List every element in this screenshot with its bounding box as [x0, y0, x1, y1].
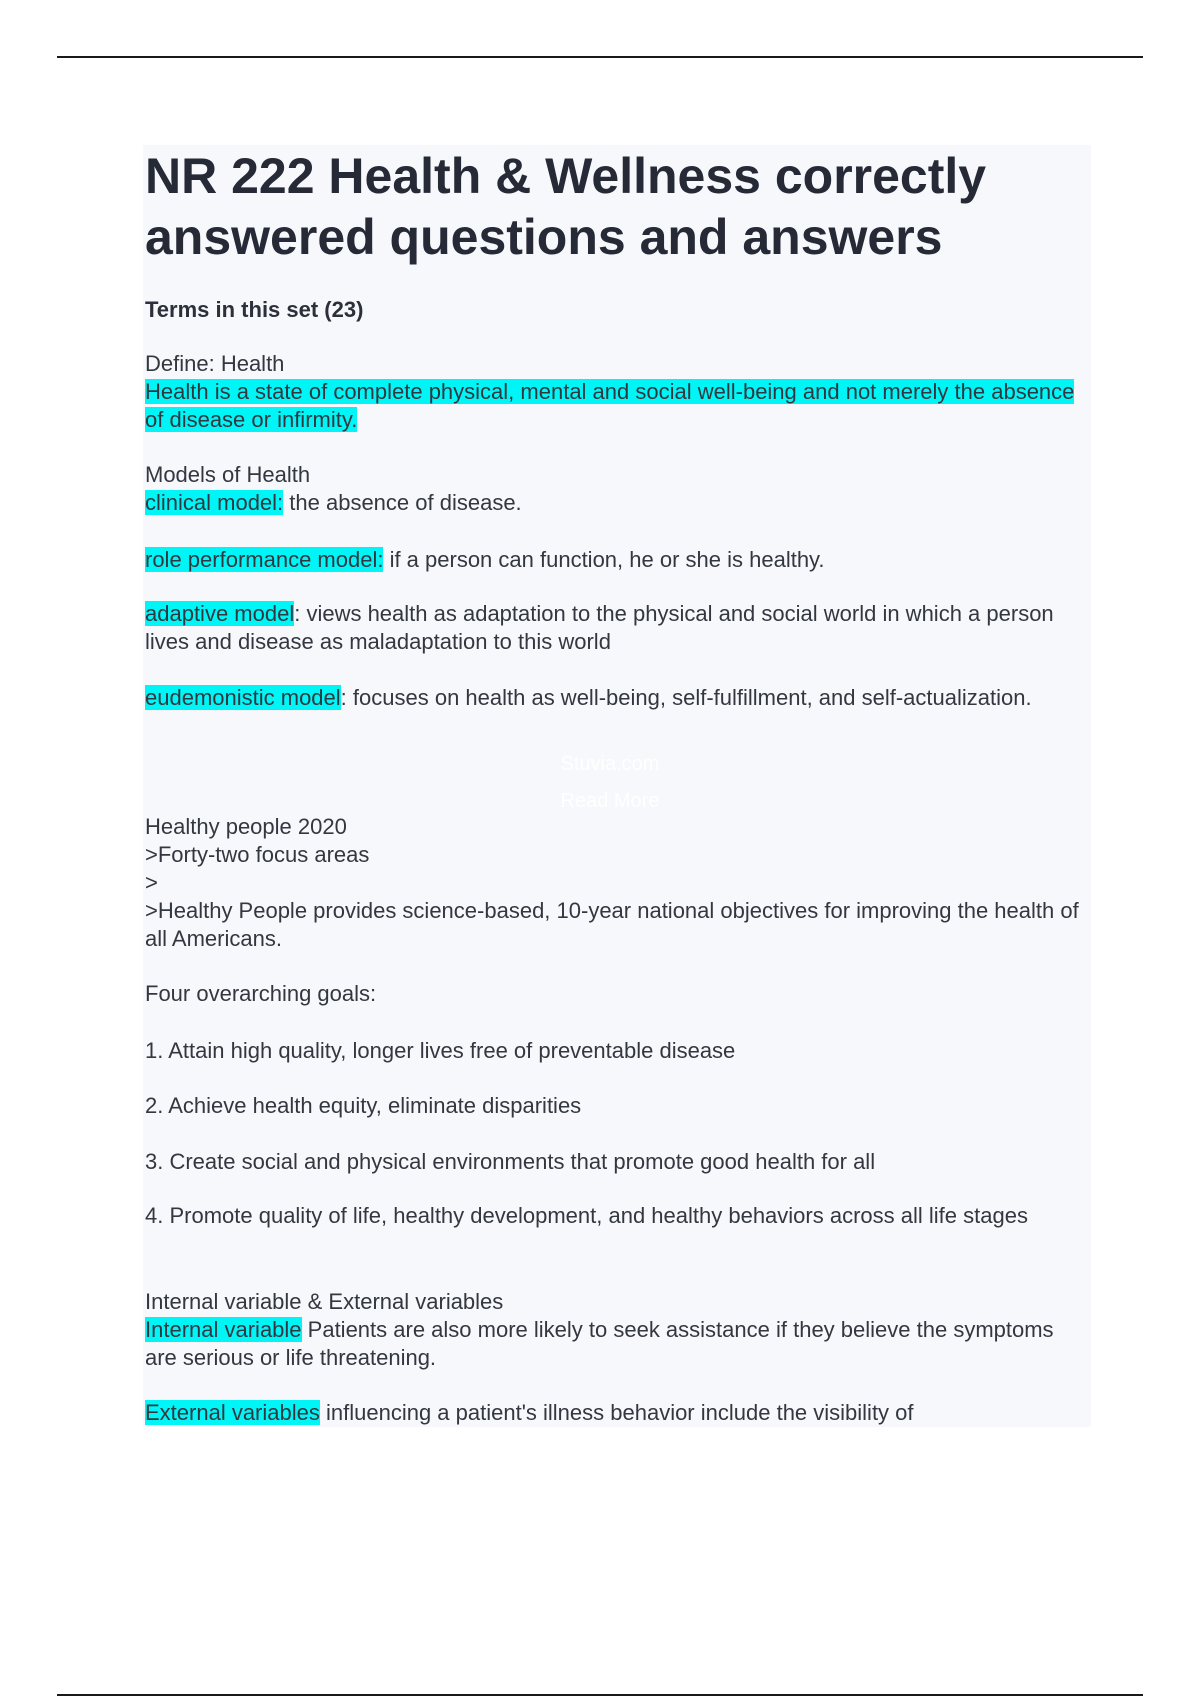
clinical-model-line	[145, 489, 1085, 517]
document-panel	[143, 145, 1091, 1427]
adaptive-model-label: adaptive model	[145, 601, 295, 626]
bottom-rule	[57, 1694, 1143, 1696]
goal-item: 1. Attain high quality, longer lives free of preventable disease	[145, 1038, 736, 1063]
internal-variable-line	[145, 1316, 1085, 1372]
goal-item: 3. Create social and physical environments that promote good health for all	[145, 1149, 876, 1174]
role-model-text: if a person can function, he or she is healthy.	[383, 547, 825, 572]
goal-item: 2. Achieve health equity, eliminate disparities	[145, 1093, 582, 1118]
internal-variable-label: Internal variable	[145, 1317, 302, 1342]
adaptive-model-line	[145, 600, 1085, 656]
goal-item: 4. Promote quality of life, healthy development, and healthy behaviors across all life stages	[145, 1203, 1028, 1228]
definition-health	[145, 378, 1085, 434]
clinical-model-label: clinical model:	[145, 490, 284, 515]
healthy-people-line-2: >	[145, 870, 158, 895]
external-variables-line	[145, 1399, 1085, 1427]
eudemonistic-model-text: : focuses on health as well-being, self-fulfillment, and self-actualization.	[340, 685, 1032, 710]
variables-heading: Internal variable & External variables	[145, 1289, 504, 1314]
top-rule	[57, 56, 1143, 58]
terms-count: Terms in this set (23)	[145, 297, 364, 322]
clinical-model-text: the absence of disease.	[283, 490, 522, 515]
internal-variable-text: Patients are also more likely to seek assistance if they believe the symptoms are serious or life threatening.	[145, 1317, 1054, 1370]
adaptive-model-text: : views health as adaptation to the physical and social world in which a person lives and disease as maladaptation to this world	[145, 601, 1054, 654]
role-model-label: role performance model:	[145, 547, 384, 572]
term-define-health: Define: Health	[145, 351, 285, 376]
models-heading: Models of Health	[145, 462, 311, 487]
healthy-people-line-3: >Healthy People provides science-based, 10-year national objectives for improving the health of all Americans.	[145, 898, 1079, 951]
document-title: NR 222 Health & Wellness correctly answered questions and answers	[145, 148, 987, 265]
external-variables-label: External variables	[145, 1400, 320, 1425]
healthy-people-line-1: >Forty-two focus areas	[145, 842, 370, 867]
healthy-people-heading: Healthy people 2020	[145, 814, 347, 839]
eudemonistic-model-line	[145, 684, 1085, 712]
watermark-line-1: Stuvia.com	[560, 753, 660, 775]
goals-heading: Four overarching goals:	[145, 981, 377, 1006]
role-model-line	[145, 546, 1085, 574]
external-variables-text: influencing a patient's illness behavior include the visibility of	[319, 1400, 914, 1425]
read-more-link[interactable]: Read More	[560, 790, 660, 812]
highlighted-definition: Health is a state of complete physical, mental and social well-being and not merely the absence of disease or infirmity.	[145, 379, 1075, 432]
eudemonistic-model-label: eudemonistic model	[145, 685, 341, 710]
